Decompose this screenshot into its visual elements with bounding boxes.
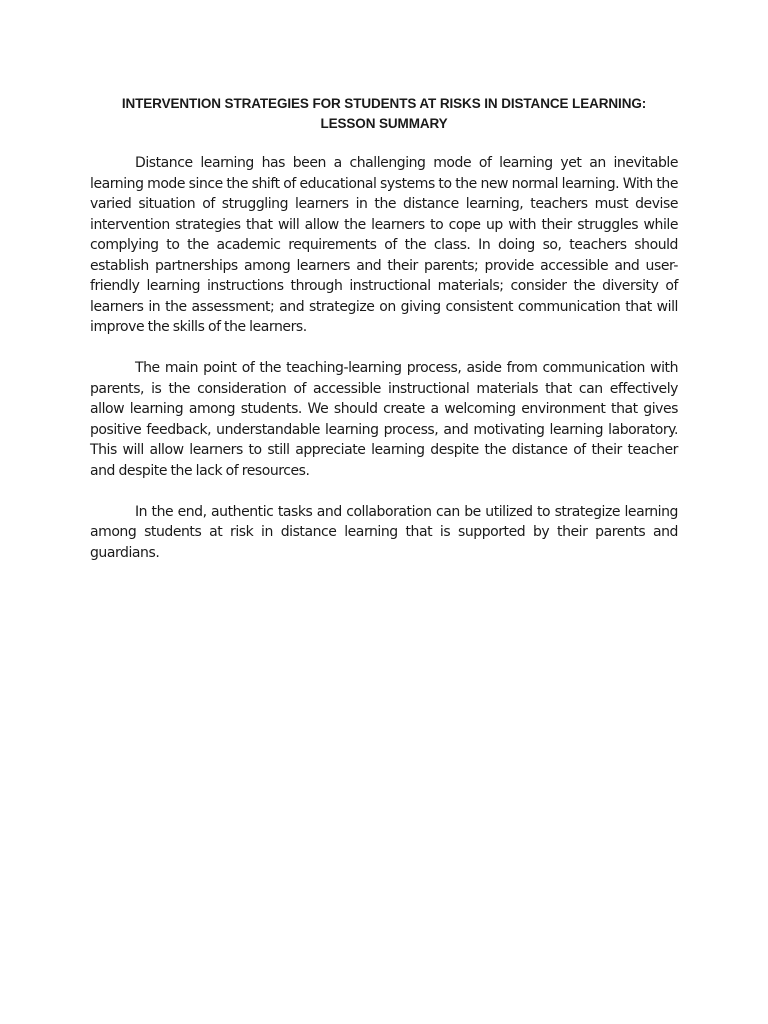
paragraph-1: Distance learning has been a challenging mode of learning yet an inevitable learning mode since the shift of educational systems to the new normal learning. With the varied situation of struggling learners in the distance learning, teachers must devise intervention strategies that will allow the learners to cope up with their struggles while complying to the academic requirements of the class. In doing so, teachers should establish partnerships among learners and their parents; provide accessible and user-friendly learning instructions through instructional materials; consider the diversity of learners in the assessment; and strategize on giving consistent communication that will improve the skills of the learners. <box>90 155 678 335</box>
paragraph-2: The main point of the teaching-learning process, aside from communication with parents, is the consideration of accessible instructional materials that can effectively allow learning among students. We should create a welcoming environment that gives positive feedback, understandable learning process, and motivating learning laboratory. This will allow learners to still appreciate learning despite the distance of their teacher and despite the lack of resources. <box>90 360 678 479</box>
title-line-1: INTERVENTION STRATEGIES FOR STUDENTS AT RISKS IN DISTANCE LEARNING: <box>121 96 647 111</box>
paragraph-3: In the end, authentic tasks and collaboration can be utilized to strategize learning among students at risk in distance learning that is supported by their parents and guardians. <box>90 503 678 561</box>
document-title <box>90 94 678 134</box>
document-body <box>90 153 678 584</box>
title-line-2: LESSON SUMMARY <box>320 116 448 131</box>
